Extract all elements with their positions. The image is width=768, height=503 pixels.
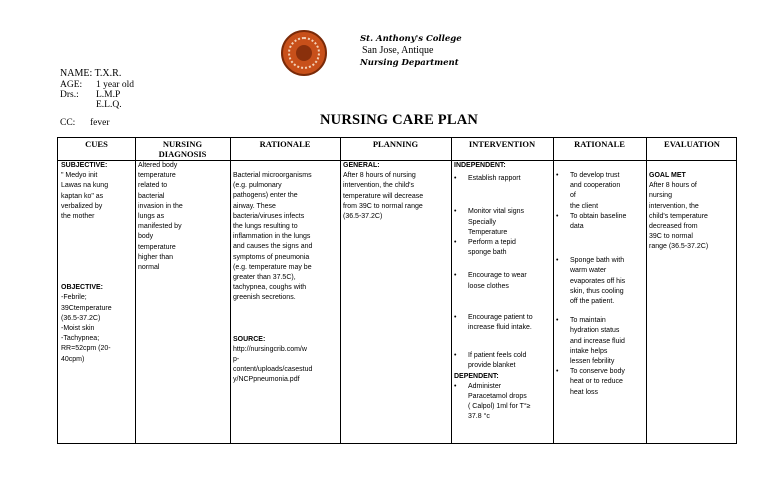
text-line: 37.8 °c [468,413,490,421]
text-line: temperature will decrease [343,192,424,200]
text-line: To conserve body [570,368,625,376]
column-divider [230,138,231,443]
text-line: warm water [570,267,607,275]
text-line: the mother [61,213,95,221]
header-rationale-2: RATIONALE [574,139,625,149]
text-line: range (36.5-37.2C) [649,243,709,251]
text-line: RR=52cpm (20- [61,345,111,353]
source-url-line: p- [233,356,240,364]
subjective-label: SUBJECTIVE: [61,162,108,169]
text-line: decreased from [649,223,698,231]
text-line: If patient feels cold [468,352,527,360]
text-line: of [570,192,576,200]
bullet-icon: • [556,212,559,220]
doctor-2: E.L.Q. [96,100,122,110]
bullet-icon: • [454,352,457,360]
objective-label: OBJECTIVE: [61,284,104,292]
college-location: San Jose, Antique [362,45,434,56]
page-title: NURSING CARE PLAN [320,112,479,128]
patient-name: T.X.R. [94,68,122,79]
text-line: Perform a tepid [468,239,516,247]
column-divider [646,138,647,443]
text-line: ( Calpol) 1ml for T°≥ [468,403,531,411]
intervention-item [454,382,552,423]
column-divider [340,138,341,443]
text-line: " Medyo init [61,172,98,180]
text-line: intervention, the [649,202,699,210]
evaluation-cell [649,161,737,253]
text-line: hydration status [570,327,620,335]
rationale-item [556,367,645,398]
bullet-icon: • [556,368,559,376]
source-url-line: y/NCPpneumonia.pdf [233,376,300,384]
text-line: 40cpm) [61,355,85,363]
diagnosis-cell [138,161,228,273]
text-line: greater than 37.5C), [233,274,296,282]
text-line: -Moist skin [61,325,95,333]
rationale-item [556,212,645,232]
intervention-item [454,207,552,238]
text-line: normal [138,264,160,272]
text-line: temperature [138,172,176,180]
bullet-icon: • [454,382,457,390]
text-line: To maintain [570,317,606,325]
text-line: related to [138,182,168,190]
source-label: SOURCE: [233,335,266,343]
text-line: temperature [138,243,176,251]
independent-label: INDEPENDENT: [454,162,506,169]
text-line: and cooperation [570,182,621,190]
text-line: from 39C to normal range [343,202,423,210]
text-line: the client [570,202,599,210]
text-line: -Febrile; [61,294,87,302]
chief-complaint: fever [90,118,110,128]
bullet-icon: • [454,272,457,280]
text-line: lessen febrility [570,358,615,366]
text-line: tachypnea, coughs with [233,284,307,292]
text-line: data [570,223,584,231]
text-line: airway. These [233,202,276,210]
text-line: lungs as [138,213,165,221]
patient-age: 1 year old [96,80,134,90]
header-cues: CUES [85,139,108,149]
text-line: To obtain baseline [570,212,627,220]
text-line: Temperature [468,228,508,236]
intervention-item [454,313,552,333]
text-line: intake helps [570,347,608,355]
bullet-icon: • [454,208,457,216]
text-line: skin, thus cooling [570,287,624,295]
text-line: greenish secretions. [233,294,296,302]
text-line: evaporates off his [570,277,626,285]
text-line: Paracetamol drops [468,393,527,401]
header-diagnosis-line-1: NURSING [162,139,203,149]
text-line: the lungs resulting to [233,223,298,231]
intervention-item [454,271,552,291]
college-seal-icon [281,30,327,76]
text-line: off the patient. [570,298,615,306]
source-url-line: http://nursingcrib.com/w [233,345,307,353]
text-line: Establish rapport [468,175,521,183]
text-line: (36.5-37.2C) [61,314,101,322]
bullet-icon: • [454,313,457,321]
text-line: bacteria/viruses infects [233,212,305,220]
text-line: (e.g. temperature may be [233,263,312,271]
text-line: verbalized by [61,202,103,210]
patient-name-row [60,68,121,79]
text-line: heat loss [570,388,599,396]
text-line: sponge bath [468,249,507,257]
rationale-item [556,256,645,307]
bullet-icon: • [556,317,559,325]
bullet-icon: • [556,257,559,265]
text-line: provide blanket [468,362,516,370]
text-line: nursing [649,192,672,200]
text-line: (36.5-37.2C) [343,213,383,221]
text-line: Encourage to wear [468,272,527,280]
text-line: -Tachypnea; [61,335,100,343]
care-plan-table [57,137,737,444]
text-line: higher than [138,253,174,261]
rationale-item [556,171,645,212]
bullet-icon: • [454,239,457,247]
text-line: Lawas na kung [61,182,109,190]
text-line: symptoms of pneumonia [233,253,310,261]
text-line: invasion in the [138,202,183,210]
text-line: and increase fluid [570,337,625,345]
text-line: body [138,233,154,241]
text-line: and causes the signs and [233,243,313,251]
intervention-cell [454,161,552,423]
text-line: Specially [468,218,497,226]
header-intervention: INTERVENTION [468,139,536,149]
bullet-icon: • [556,172,559,179]
text-line: loose clothes [468,282,509,290]
text-line: After 8 hours of [649,182,697,190]
dependent-label: DEPENDENT: [454,372,499,380]
column-divider [135,138,136,443]
rationale-item [556,316,645,367]
text-line: Altered body [138,162,178,169]
age-label: AGE: [60,80,83,90]
goal-met-label: GOAL MET [649,172,686,179]
planning-cell [343,161,449,222]
bullet-icon: • [454,175,457,183]
rationale2-cell [556,161,645,398]
text-line: After 8 hours of nursing [343,172,416,180]
header-diagnosis-line-2: DIAGNOSIS [158,148,207,159]
text-line: Monitor vital signs [468,208,525,216]
text-line: child's temperature [649,212,708,220]
rationale-cell [233,161,338,386]
text-line: heat or to reduce [570,378,623,386]
text-line: intervention, the child's [343,182,414,190]
text-line: pathogens) enter the [233,192,298,200]
name-label: NAME: [60,68,93,79]
text-line: Sponge bath with [570,257,625,265]
college-header [360,33,462,69]
text-line: inflammation in the lungs [233,233,311,241]
general-label: GENERAL: [343,162,380,169]
cc-label: CC: [60,118,76,128]
college-name: St. Anthony's College [360,34,462,44]
drs-label: Drs.: [60,90,79,100]
intervention-item [454,238,552,258]
intervention-item [454,174,552,184]
text-line: 39Ctemperature [61,304,112,312]
header-diagnosis [135,140,230,159]
cues-cell [61,161,133,365]
doctor-1: L.M.P [96,90,121,100]
column-divider [451,138,452,443]
text-line: Encourage patient to [468,313,533,321]
text-line: Bacterial microorganisms [233,172,312,179]
text-line: (e.g. pulmonary [233,182,282,190]
source-url-line: content/uploads/casestud [233,366,313,374]
intervention-item [454,351,552,371]
text-line: To develop trust [570,172,620,179]
header-evaluation: EVALUATION [664,139,720,149]
text-line: manifested by [138,223,182,231]
department-name: Nursing Department [360,58,459,68]
header-planning: PLANNING [372,139,419,149]
text-line: 39C to normal [649,233,693,241]
text-line: bacterial [138,192,165,200]
text-line: increase fluid intake. [468,324,532,332]
text-line: kaptan ko" as [61,192,104,200]
column-divider [553,138,554,443]
header-rationale: RATIONALE [259,139,311,149]
text-line: Administer [468,382,502,390]
